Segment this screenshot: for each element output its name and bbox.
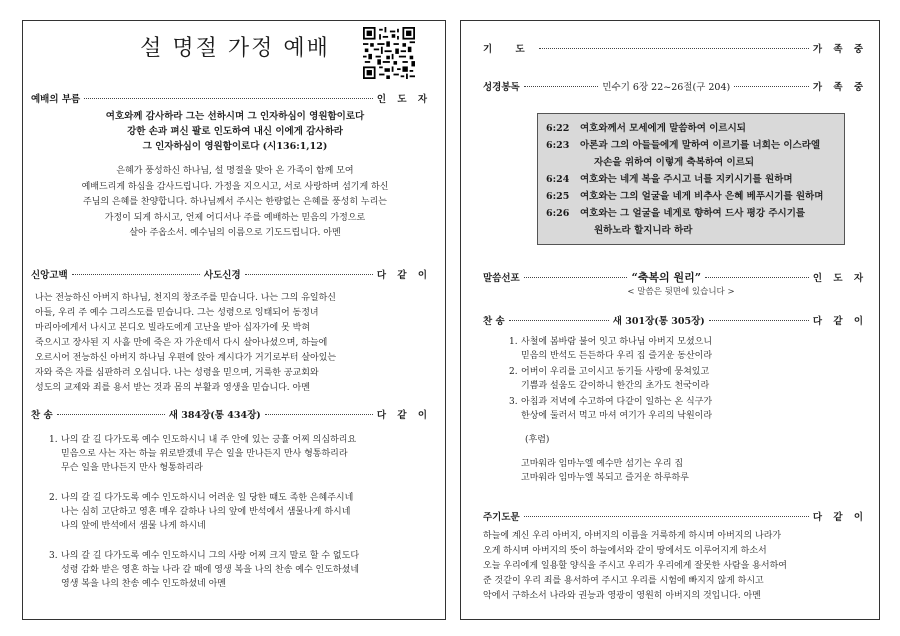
- verse-line: 믿음의 반석도 든든하다 우리 집 즐거운 동산이라: [521, 351, 713, 361]
- page-title: 설 명절 가정 예배: [140, 36, 330, 61]
- verse-line: 믿음으로 사는 자는 하늘 위로받겠네 무슨 일을 만나든지 만사 형통하리라: [61, 449, 348, 459]
- verse-line: 영생 복을 나의 찬송 예수 인도하셨네 아멘: [61, 579, 226, 589]
- verse-line: 나는 심히 고단하고 영혼 매우 갈하나 나의 앞에 반석에서 샘물나게 하시네: [61, 507, 351, 517]
- prayer-line: 가정이 되게 하시고, 언제 어디서나 주를 예배하는 믿음의 가정으로: [104, 212, 366, 223]
- verse-line: 아침과 저녁에 수고하여 다같이 일하는 온 식구가: [521, 397, 713, 407]
- prayer-line: 악에서 구하소서 나라와 권능과 영광이 영원히 아버지의 것입니다. 아멘: [483, 591, 761, 601]
- verse-ref: 6:25: [546, 191, 570, 202]
- hymn-label: 찬 송: [31, 410, 53, 421]
- qr-code-icon: [363, 27, 415, 79]
- verse-line: 성령 감화 받은 영혼 하늘 나라 갈 때에 영생 복을 나의 찬송 예수 인도하셨네: [61, 565, 360, 575]
- call-leader: 인 도 자: [376, 94, 431, 105]
- verse-line: 여호와는 그의 얼굴을 네게 비추사 은혜 베푸시기를 원하며: [580, 191, 824, 202]
- hymn-verse-1: [49, 433, 439, 475]
- verse-line: 아론과 그의 아들들에게 말하여 이르기를 너희는 이스라엘: [580, 140, 821, 151]
- refrain-line: 고마워라 임마누엘 예수만 섬기는 우리 집: [521, 459, 684, 469]
- hymn-leader: 다 같 이: [812, 316, 867, 327]
- scripture-leader: 가 족 중: [812, 82, 868, 93]
- prayer-line: 주님의 은혜를 찬양합니다. 하나님께서 주시는 한량없는 은혜를 풍성히 누리는: [83, 197, 387, 207]
- scripture-verse: [546, 188, 836, 205]
- prayer-header: [483, 41, 867, 55]
- verse-number: 3.: [49, 551, 58, 561]
- prayer-line: 은혜가 풍성하신 하나님, 설 명절을 맞아 온 가족이 함께 모여: [116, 166, 354, 176]
- verse-line: 그 인자하심이 영원함이로다 (시136:1,12): [142, 141, 328, 152]
- prayer-line: 예배드리게 하심을 감사드립니다. 가정을 지으시고, 서로 사랑하며 섬기게 하신: [81, 181, 389, 192]
- refrain: [521, 457, 841, 485]
- left-panel: [22, 20, 446, 620]
- scripture-header: [483, 79, 867, 93]
- verse-number: 1.: [49, 435, 58, 445]
- scripture-verse: [546, 120, 836, 137]
- leader-dots: [245, 274, 373, 275]
- verse-ref: 6:26: [546, 208, 570, 219]
- creed-line: 자와 죽은 자를 심판하러 오십니다. 나는 성령을 믿으며, 거룩한 공교회와: [35, 368, 319, 378]
- creed-line: 아들, 우리 주 예수 그리스도를 믿습니다. 그는 성령으로 잉태되어 동정녀: [35, 308, 319, 318]
- hymn-verse-2: [49, 491, 439, 533]
- verse-line: 자손을 위하여 이렇게 축복하여 이르되: [594, 157, 755, 168]
- creed-line: 마리아에게서 나시고 본디오 빌라도에게 고난을 받아 십자가에 못 박혀: [35, 323, 311, 333]
- creed-title: 사도신경: [203, 270, 241, 281]
- hymn-header-right: [483, 313, 867, 327]
- hymn-leader: 다 같 이: [376, 410, 431, 421]
- leader-dots: [524, 277, 628, 278]
- verse-line: 여호와께서 모세에게 말씀하여 이르시되: [580, 123, 746, 134]
- creed-line: 오르시어 전능하신 아버지 하나님 우편에 앉아 계시다가 거기로부터 살아있는: [35, 353, 337, 363]
- leader-dots: [72, 274, 200, 275]
- scripture-label: 성경봉독: [483, 82, 520, 93]
- hymn-number: 새 301장(통 305장): [612, 316, 705, 327]
- verse-number: 3.: [509, 397, 518, 407]
- creed-label: 신앙고백: [31, 270, 68, 281]
- leader-dots: [84, 98, 373, 99]
- verse-line: 사철에 봄바람 불어 잇고 하나님 아버지 모셨으니: [521, 337, 713, 347]
- verse-ref: 6:22: [546, 123, 570, 134]
- verse-line: 기쁨과 설움도 같이하니 한간의 초가도 천국이라: [521, 381, 710, 391]
- verse-line: 원하노라 할지니라 하라: [594, 225, 693, 236]
- lords-prayer-header: [483, 509, 867, 523]
- verse-line: 여호와는 네게 복을 주시고 너를 지키시기를 원하며: [580, 174, 793, 185]
- verse-line: 나의 갈 길 다가도록 예수 인도하시니 내 주 안에 있는 긍휼 어찌 의심하리요: [61, 435, 357, 445]
- scripture-verse: [546, 171, 836, 188]
- creed-line: 죽으시고 장사된 지 사흘 만에 죽은 자 가운데서 다시 살아나셨으며, 하늘에: [35, 338, 328, 348]
- leader-dots: [265, 414, 373, 415]
- verse-line: 한상에 둘러서 먹고 마셔 여기가 우리의 낙원이라: [521, 411, 713, 421]
- call-verse: [23, 109, 447, 154]
- prayer-label: 기 도: [483, 44, 535, 55]
- verse-line: 어버이 우리를 고이시고 동기들 사랑에 뭉쳐있고: [521, 367, 710, 377]
- verse-line: 무슨 일을 만나든지 만사 형통하리라: [61, 463, 203, 473]
- creed-line: 나는 전능하신 아버지 하나님, 천지의 창조주를 믿습니다. 나는 그의 유일하신: [35, 293, 336, 303]
- prayer-line: 오게 하시며 아버지의 뜻이 하늘에서와 같이 땅에서도 이루어지게 하소서: [483, 546, 767, 556]
- hymn-verse-3: [509, 395, 849, 423]
- hymn-verse-2: [509, 365, 849, 393]
- hymn-verse-3: [49, 549, 439, 591]
- prayer-line: 오늘 우리에게 일용할 양식을 주시고 우리가 우리에게 잘못한 사람을 용서하여: [483, 561, 787, 571]
- prayer-leader: 가 족 중: [812, 44, 867, 55]
- call-label: 예배의 부름: [31, 94, 81, 105]
- call-to-worship-header: [31, 91, 431, 105]
- leader-dots: [524, 86, 599, 87]
- prayer-line: 살아 주옵소서. 예수님의 이름으로 기도드립니다. 아멘: [129, 228, 341, 238]
- sermon-label: 말씀선포: [483, 273, 520, 284]
- sermon-header: [483, 269, 867, 285]
- leader-dots: [705, 277, 809, 278]
- prayer-line: 준 것같이 우리 죄를 용서하여 주시고 우리를 시험에 빠지지 않게 하시고: [483, 576, 764, 586]
- creed-header: [31, 267, 431, 281]
- leader-dots: [734, 86, 809, 87]
- opening-prayer: [23, 164, 447, 242]
- scripture-verse: [546, 137, 836, 171]
- sermon-title: “축복의 원리”: [631, 271, 702, 284]
- lords-prayer-leader: 다 같 이: [812, 512, 867, 523]
- verse-ref: 6:24: [546, 174, 570, 185]
- hymn-header-left: [31, 407, 431, 421]
- creed-text: [35, 291, 435, 396]
- creed-line: 성도의 교제와 죄를 용서 받는 것과 몸의 부활과 영생을 믿습니다. 아멘: [35, 383, 310, 393]
- leader-dots: [509, 320, 609, 321]
- prayer-line: 하늘에 계신 우리 아버지, 아버지의 이름을 거룩하게 하시며 아버지의 나라가: [483, 531, 782, 541]
- verse-number: 2.: [49, 493, 58, 503]
- verse-line: 여호와께 감사하라 그는 선하시며 그 인자하심이 영원함이로다: [105, 111, 365, 122]
- refrain-label: (후렴): [525, 435, 550, 445]
- lords-prayer-text: [483, 529, 875, 604]
- verse-line: 강한 손과 펴신 팔로 인도하여 내신 이에게 감사하라: [127, 126, 343, 137]
- verse-line: 나의 갈 길 다가도록 예수 인도하시니 그의 사랑 어찌 크지 말로 할 수 없도다: [61, 551, 360, 561]
- verse-number: 1.: [509, 337, 518, 347]
- verse-ref: 6:23: [546, 140, 570, 151]
- verse-line: 여호와는 그 얼굴을 네게로 향하여 드사 평강 주시기를: [580, 208, 806, 219]
- scripture-ref: 민수기 6장 22~26절(구 204): [602, 82, 731, 93]
- hymn-verse-1: [509, 335, 849, 363]
- lords-prayer-label: 주기도문: [483, 512, 520, 523]
- scripture-box: [537, 113, 845, 245]
- sermon-leader: 인 도 자: [812, 273, 867, 284]
- refrain-line: 고마워라 임마누엘 복되고 즐거운 하루하루: [521, 473, 689, 483]
- hymn-label: 찬 송: [483, 316, 505, 327]
- sermon-note: < 말씀은 뒷면에 있습니다 >: [627, 287, 735, 297]
- leader-dots: [539, 48, 809, 49]
- leader-dots: [57, 414, 165, 415]
- creed-leader: 다 같 이: [376, 270, 431, 281]
- leader-dots: [709, 320, 809, 321]
- leader-dots: [524, 516, 809, 517]
- scripture-verse: [546, 205, 836, 239]
- verse-line: 나의 갈 길 다가도록 예수 인도하시니 어려운 일 당한 때도 족한 은혜주시네: [61, 493, 354, 503]
- verse-number: 2.: [509, 367, 518, 377]
- right-panel: [460, 20, 880, 620]
- hymn-number: 새 384장(통 434장): [168, 410, 261, 421]
- verse-line: 나의 앞에 반석에서 샘물 나게 하시네: [61, 521, 206, 531]
